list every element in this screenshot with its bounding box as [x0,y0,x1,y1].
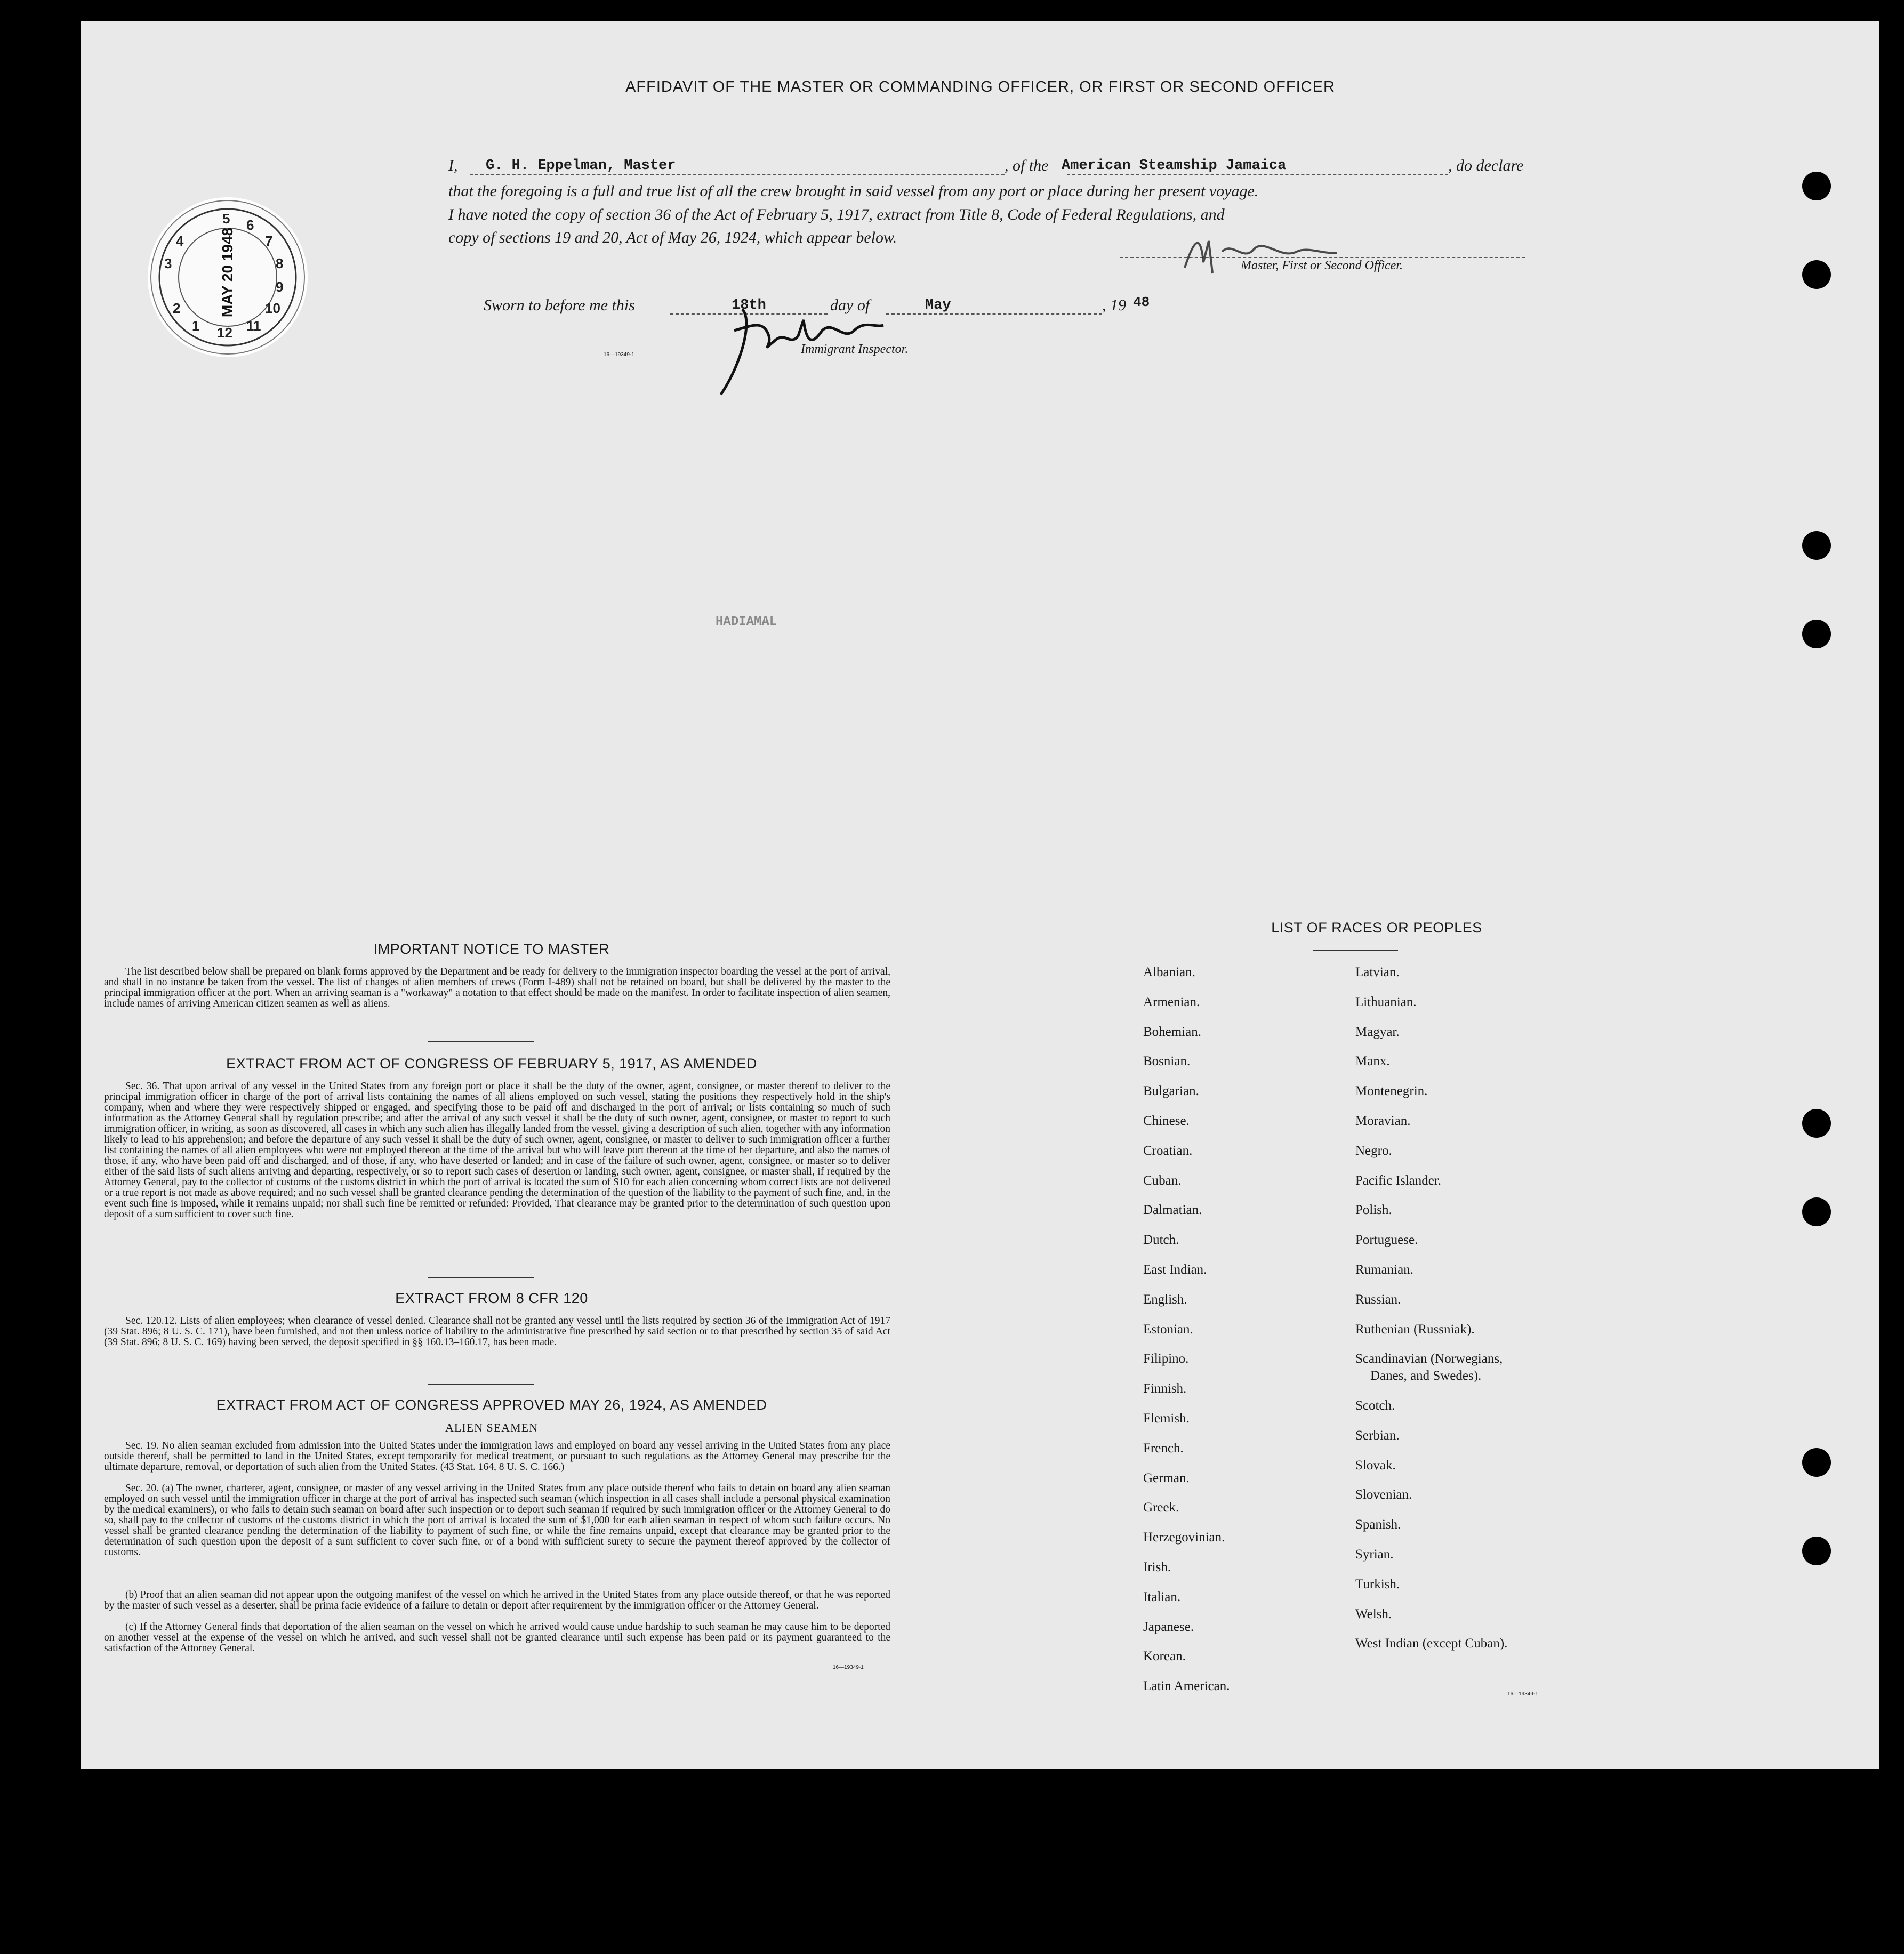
race-item: Irish. [1143,1560,1171,1574]
race-item: Bosnian. [1143,1054,1191,1069]
race-item: Latin American. [1143,1679,1230,1694]
race-item: Danes, and Swedes). [1370,1369,1482,1384]
extract-1924-subtitle: ALIEN SEAMEN [445,1421,538,1434]
race-item: Flemish. [1143,1411,1190,1426]
extract-1924-sec19: Sec. 19. No alien seaman excluded from admission into the United States under the immigration laws and employed on board any vessel arriving in the United States from any place outside thereof, shall be permitted to land in the United States, except temporarily for medical treatment, or pursuant to such regulations as the Attorney General may prescribe for the ultimate departure, removal, or deportation of such alien from the United States. (43 Stat. 164, 8 U. S. C. 166.) [104,1440,890,1473]
extract-1924-sec20c: (c) If the Attorney General finds that deportation of the alien seaman on the vessel on which he arrived would cause undue hardship to such seaman he may cause him to be deported on another vessel at the expense of the vessel on which he arrived, and such vessel shall not be granted clearance until such expense has been paid or its payment guaranteed to the satisfaction of the Attorney General. [104,1621,890,1654]
race-item: Magyar. [1355,1024,1400,1039]
race-item: Korean. [1143,1649,1186,1664]
stray-typed-text: HADIAMAL [716,615,777,629]
race-item: Bohemian. [1143,1024,1202,1039]
svg-text:6: 6 [246,217,254,233]
month-fill-line [886,313,1102,315]
race-item: Italian. [1143,1589,1181,1604]
races-title: LIST OF RACES OR PEOPLES [1271,920,1482,936]
race-item: Manx. [1355,1054,1390,1069]
of-the-label: , of the [1005,157,1049,174]
race-item: Portuguese. [1355,1233,1418,1248]
document-sheet [81,21,1879,1769]
svg-text:8: 8 [276,255,284,271]
affidavit-form-number: 16—19349-1 [604,352,634,358]
do-declare-label: , do declare [1448,157,1524,174]
race-item: Lithuanian. [1355,994,1417,1009]
divider [428,1041,534,1042]
race-item: Slovenian. [1355,1487,1412,1502]
race-item: Scotch. [1355,1398,1395,1413]
race-item: Moravian. [1355,1114,1411,1128]
race-item: Serbian. [1355,1428,1400,1443]
races-form-number: 16—19349-1 [1507,1691,1538,1697]
binder-hole [1802,1537,1831,1565]
races-title-underline [1313,950,1398,951]
binder-hole [1802,620,1831,648]
extract-1917-title: EXTRACT FROM ACT OF CONGRESS OF FEBRUARY 5, 1917, AS AMENDED [226,1056,757,1072]
divider [428,1277,534,1278]
race-item: Latvian. [1355,965,1400,979]
svg-text:2: 2 [173,300,181,316]
binder-hole [1802,1197,1831,1226]
arrival-date-stamp [148,197,308,357]
extract-cfr-body: Sec. 120.12. Lists of alien employees; when clearance of vessel denied. Clearance shall not be granted any vessel until the lists required by section 36 of the Immigration Act of 1917 (39 Stat. 896; 8 U. S. C. 171), have been furnished, and not then unless notice of liability to the administrative fine prescribed by said section or to that prescribed by section 35 of said Act (39 Stat. 896; 8 U. S. C. 169) having been served, the deposit specified in §§ 160.13–160.17, has been made. [104,1315,890,1348]
race-item: Spanish. [1355,1517,1401,1532]
race-item: Cuban. [1143,1173,1182,1188]
svg-text:3: 3 [164,255,172,271]
race-item: Pacific Islander. [1355,1173,1442,1188]
svg-text:1: 1 [192,318,200,334]
race-item: Slovak. [1355,1458,1396,1473]
name-value: G. H. Eppelman, Master [486,158,676,174]
sworn-label: Sworn to before me this [484,296,635,314]
extract-1924-sec20b: (b) Proof that an alien seaman did not appear upon the outgoing manifest of the vessel on which he arrived in the United States from any place outside thereof, or that he was reported by the master of such vessel as a deserter, shall be prima facie evidence of a failure to detain or deport after requirement by the immigration officer or the Attorney General. [104,1589,890,1611]
svg-text:4: 4 [176,233,184,249]
race-item: Scandinavian (Norwegians, [1355,1352,1503,1366]
race-item: Turkish. [1355,1577,1400,1591]
svg-text:7: 7 [265,233,273,249]
master-signature [1179,230,1339,284]
year-prefix: , 19 [1102,296,1126,314]
divider [428,1384,534,1385]
affidavit-line-3: I have noted the copy of section 36 of the Act of February 5, 1917, extract from Title 8, Code of Federal Regulations, and [448,206,1225,223]
vessel-value: American Steamship Jamaica [1062,158,1287,174]
race-item: Chinese. [1143,1114,1190,1128]
extract-1924-sec20a: Sec. 20. (a) The owner, charterer, agent, consignee, or master of any vessel arriving in the United States from any place outside thereof who fails to detain on board any alien seaman employed on such vessel until the immigration officer in charge at the port of arrival has inspected such seaman (which inspection in all cases shall include a personal physical examination by the medical examiners), or who fails to detain such seaman on board after such inspection or to deport such seaman if required by such immigration officer or the Attorney General to do so, shall pay to the collector of customs of the customs district in which the port of arrival is located the sum of $1,000 for each alien seaman in respect of whom such failure occurs. No vessel shall be granted clearance pending the determination of the liability to payment of such fine, or while the fine remains unpaid, except that clearance may be granted prior to the determination of such question upon the deposit of a sum sufficient to cover such fine, or of a bond with sufficient surety to secure the payment thereof approved by the collector of customs. [104,1483,890,1558]
race-item: Albanian. [1143,965,1195,979]
sworn-line [484,294,1566,318]
binder-hole [1802,260,1831,289]
svg-text:5: 5 [222,211,230,227]
extract-1924-title: EXTRACT FROM ACT OF CONGRESS APPROVED MAY 26, 1924, AS AMENDED [216,1397,767,1413]
race-item: French. [1143,1441,1184,1456]
extract-form-number: 16—19349-1 [833,1664,864,1670]
race-item: Polish. [1355,1203,1392,1218]
day-of-label: day of [830,296,870,314]
notice-body: The list described below shall be prepared on blank forms approved by the Department and be ready for delivery to the immigration inspector boarding the vessel at the port of arrival, and shall in no instance be taken from the vessel. The list of changes of alien members of crews (Form I-489) shall not be retained on board, but shall be delivered by the master to the principal immigration officer at the port. When an arriving seaman is a "workaway" a notation to that effect should be made on the manifest. In order to facilitate inspection of alien seamen, include names of arriving American citizen seamen as well as aliens. [104,966,890,1009]
race-item: Russian. [1355,1292,1401,1307]
day-value: 18th [732,297,766,313]
race-item: Negro. [1355,1143,1392,1158]
race-item: Croatian. [1143,1143,1193,1158]
stamp-date: MAY 20 1948 [219,227,236,318]
affidavit-line-2: that the foregoing is a full and true list of all the crew brought in said vessel from any port or place during her present voyage. [448,182,1259,200]
i-label: I, [448,157,458,174]
race-item: Dutch. [1143,1233,1179,1248]
race-item: Estonian. [1143,1322,1193,1337]
year-value: 48 [1133,294,1150,310]
race-item: Rumanian. [1355,1263,1414,1277]
race-item: Dalmatian. [1143,1203,1202,1218]
race-item: Bulgarian. [1143,1084,1199,1099]
race-item: Greek. [1143,1500,1179,1515]
svg-text:9: 9 [276,279,284,295]
binder-hole [1802,531,1831,560]
race-item: East Indian. [1143,1263,1207,1277]
race-item: West Indian (except Cuban). [1355,1636,1508,1651]
binder-hole [1802,1448,1831,1477]
race-item: Montenegrin. [1355,1084,1428,1099]
svg-text:11: 11 [246,318,261,334]
race-item: Herzegovinian. [1143,1530,1225,1545]
binder-hole [1802,172,1831,200]
race-item: Filipino. [1143,1352,1189,1366]
affidavit-line-1 [448,155,1531,177]
affidavit-line-4: copy of sections 19 and 20, Act of May 26, 1924, which appear below. [448,229,897,246]
extract-1917-body: Sec. 36. That upon arrival of any vessel in the United States from any foreign port or place it shall be the duty of the owner, agent, consignee, or master thereof to deliver to the principal immigration officer in charge of the port of arrival lists containing the names of all aliens employed on such vessel, stating the positions they respectively hold in the ship's company, when and where they were respectively shipped or engaged, and specifying those to be paid off and discharged in the port of arrival; or lists containing so much of such information as the Attorney General shall by regulation prescribe; and after the arrival of any such vessel it shall be the duty of such owner, agent, consignee, or master to report to such immigration officer, in writing, as soon as discovered, all cases in which any such alien has illegally landed from the vessel, giving a description of such alien, together with any information likely to lead to his apprehension; and before the departure of any such vessel it shall be the duty of such owner, agent, consignee, or master to deliver to such immigration officer a further list containing the names of all alien employees who were not employed thereon at the time of the arrival but who will leave port thereon at the time of her departure, and also the names of those, if any, who have been paid off and discharged, and of those, if any, who have deserted or landed; and in case of the failure of such owner, agent, consignee, or master so to deliver either of the said lists of such aliens arriving and departing, respectively, or so to report such cases of desertion or landing, such owner, agent, consignee, or master shall, if required by the Attorney General, pay to the collector of customs of the customs district in which the port of arrival is located the sum of $10 for each alien concerning whom correct lists are not delivered or a true report is not made as above required; and no such vessel shall be granted clearance pending the determination of the question of the liability to the payment of such fine, and, in the event such fine is imposed, while it remains unpaid; nor shall such fine be remitted or refunded: Provided, That clearance may be granted prior to the determination of such question upon deposit of a sum sufficient to cover such fine. [104,1081,890,1220]
month-value: May [925,297,951,313]
svg-text:12: 12 [217,325,232,341]
binder-hole [1802,1109,1831,1138]
notice-title: IMPORTANT NOTICE TO MASTER [373,941,610,957]
master-signature-caption: Master, First or Second Officer. [1241,259,1403,272]
extract-cfr-title: EXTRACT FROM 8 CFR 120 [395,1290,588,1306]
svg-text:10: 10 [265,300,280,316]
race-item: German. [1143,1470,1190,1485]
inspector-caption: Immigrant Inspector. [801,342,909,356]
affidavit-title: AFFIDAVIT OF THE MASTER OR COMMANDING OFFICER, OR FIRST OR SECOND OFFICER [625,78,1335,95]
race-item: Armenian. [1143,994,1200,1009]
race-item: Welsh. [1355,1606,1392,1621]
race-item: Japanese. [1143,1619,1194,1634]
race-item: Syrian. [1355,1547,1394,1562]
race-item: Finnish. [1143,1381,1187,1396]
race-item: Ruthenian (Russniak). [1355,1322,1475,1337]
race-item: English. [1143,1292,1187,1307]
